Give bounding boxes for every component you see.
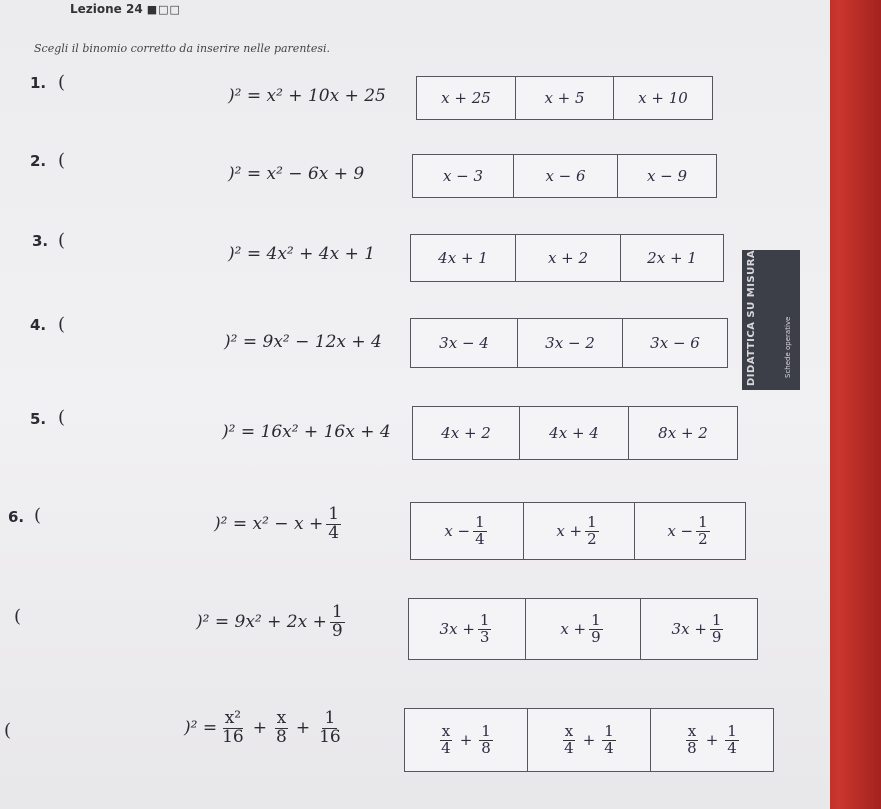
fraction — [725, 721, 739, 757]
denominator: 9 — [711, 627, 722, 646]
numerator: 1 — [481, 721, 491, 740]
option-3[interactable] — [641, 599, 757, 659]
options-row — [410, 234, 724, 282]
fraction — [479, 721, 493, 757]
exercise-number: 1. — [30, 74, 47, 92]
denominator: 8 — [276, 726, 287, 747]
option-3[interactable]: 8x + 2 — [658, 424, 708, 442]
option-1[interactable] — [405, 709, 528, 771]
equation-rhs: )² = x² + 10x + 25 — [228, 86, 386, 106]
option-1[interactable]: 3x − 4 — [411, 319, 518, 367]
difficulty-marks-icon: ■□□ — [146, 3, 181, 16]
numerator: x — [687, 721, 697, 740]
open-paren: ( — [14, 606, 22, 627]
options-row — [404, 708, 774, 772]
options-row — [410, 318, 728, 368]
numerator: 1 — [479, 610, 490, 629]
equation-head: )² = 9x² + 2x + — [196, 612, 327, 633]
exercise-number: 5. — [30, 410, 47, 428]
numerator: 1 — [711, 610, 722, 629]
numerator: 1 — [475, 512, 485, 531]
option-1[interactable]: 4x + 1 — [411, 235, 516, 281]
options-row — [408, 598, 758, 660]
option-2[interactable] — [524, 503, 635, 559]
numerator: x — [276, 708, 287, 728]
open-paren: ( — [58, 407, 66, 428]
operator: + — [705, 731, 719, 749]
options-row — [416, 76, 713, 120]
open-paren: ( — [34, 505, 42, 526]
equation-head: )² = — [184, 718, 218, 739]
fraction — [589, 610, 603, 646]
equation-rhs — [184, 710, 346, 747]
option-1[interactable]: x + 25 — [417, 77, 516, 119]
options-row — [412, 154, 717, 198]
operator: + — [252, 718, 267, 739]
numerator: x² — [224, 708, 242, 728]
option-3[interactable]: x + 10 — [638, 89, 688, 107]
side-tab-title: DIDATTICA SU MISURA — [746, 249, 757, 386]
equation-rhs: )² = 16x² + 16x + 4 — [222, 422, 391, 442]
denominator: 16 — [319, 726, 341, 747]
option-term: 3x + — [439, 620, 475, 638]
fraction — [585, 512, 599, 548]
option-2[interactable] — [526, 599, 641, 659]
exercise-number: 6. — [8, 508, 25, 526]
denominator: 2 — [698, 529, 708, 548]
option-3[interactable]: 2x + 1 — [647, 249, 697, 267]
equation-rhs: )² = 9x² − 12x + 4 — [224, 332, 382, 352]
fraction — [478, 610, 492, 646]
equation-rhs: )² = x² − 6x + 9 — [228, 164, 365, 184]
numerator: 1 — [331, 602, 343, 622]
options-row — [410, 502, 746, 560]
equation-head: )² = x² − x + — [214, 514, 324, 535]
denominator: 8 — [687, 738, 697, 757]
numerator: 1 — [727, 721, 737, 740]
side-tab-subtitle: Schede operative — [784, 316, 792, 378]
option-1[interactable] — [411, 503, 524, 559]
denominator: 4 — [441, 738, 451, 757]
denominator: 4 — [727, 738, 737, 757]
options-row — [412, 406, 738, 460]
option-2[interactable]: 3x − 2 — [518, 319, 623, 367]
fraction — [317, 710, 343, 747]
denominator: 9 — [591, 627, 601, 646]
lesson-title — [70, 2, 181, 16]
option-3[interactable] — [635, 503, 745, 559]
operator: + — [582, 731, 596, 749]
option-term: x − — [667, 522, 694, 540]
denominator: 9 — [331, 620, 343, 641]
fraction — [220, 710, 246, 747]
option-1[interactable]: x − 3 — [413, 155, 514, 197]
fraction — [562, 721, 576, 757]
option-2[interactable] — [528, 709, 651, 771]
exercise-number: 2. — [30, 152, 47, 170]
numerator: 1 — [324, 708, 336, 728]
option-2[interactable]: x − 6 — [514, 155, 618, 197]
numerator: 1 — [328, 504, 340, 524]
denominator: 4 — [328, 522, 340, 543]
numerator: x — [441, 721, 451, 740]
option-1[interactable] — [409, 599, 526, 659]
numerator: 1 — [698, 512, 708, 531]
equation-rhs: )² = 4x² + 4x + 1 — [228, 244, 376, 264]
numerator: 1 — [587, 512, 597, 531]
denominator: 16 — [222, 726, 244, 747]
option-3[interactable] — [651, 709, 773, 771]
option-3[interactable]: x − 9 — [646, 167, 688, 185]
fraction — [685, 721, 699, 757]
exercise-number: 3. — [32, 232, 49, 250]
denominator: 4 — [564, 738, 574, 757]
fraction — [330, 604, 345, 641]
open-paren: ( — [58, 150, 66, 171]
fraction — [473, 512, 487, 548]
option-3[interactable]: 3x − 6 — [650, 334, 700, 352]
denominator: 4 — [475, 529, 485, 548]
option-2[interactable]: x + 5 — [516, 77, 614, 119]
numerator: 1 — [591, 610, 601, 629]
side-tab — [742, 250, 800, 390]
instruction-text: Scegli il binomio corretto da inserire nelle parentesi. — [34, 42, 330, 55]
operator: + — [459, 731, 473, 749]
operator: + — [295, 718, 311, 739]
numerator: 1 — [604, 721, 614, 740]
denominator: 3 — [479, 627, 490, 646]
fraction — [274, 710, 289, 747]
fraction — [710, 610, 724, 646]
fraction — [696, 512, 710, 548]
open-paren: ( — [58, 72, 66, 93]
option-1[interactable]: 4x + 2 — [413, 407, 520, 459]
open-paren: ( — [58, 314, 66, 335]
equation-rhs — [214, 506, 344, 543]
option-term: x − — [444, 522, 471, 540]
fraction — [602, 721, 616, 757]
fraction — [439, 721, 453, 757]
fraction — [326, 506, 341, 543]
open-paren: ( — [58, 230, 66, 251]
option-2[interactable]: 4x + 4 — [520, 407, 629, 459]
option-2[interactable]: x + 2 — [516, 235, 621, 281]
equation-rhs — [196, 604, 348, 641]
denominator: 8 — [481, 738, 491, 757]
denominator: 2 — [587, 529, 597, 548]
option-term: x + — [556, 522, 583, 540]
lesson-title-text: Lezione 24 — [70, 2, 143, 16]
exercise-number: 4. — [30, 316, 47, 334]
numerator: x — [564, 721, 574, 740]
denominator: 4 — [604, 738, 614, 757]
option-term: 3x + — [671, 620, 707, 638]
option-term: x + — [560, 620, 587, 638]
open-paren: ( — [4, 720, 12, 741]
